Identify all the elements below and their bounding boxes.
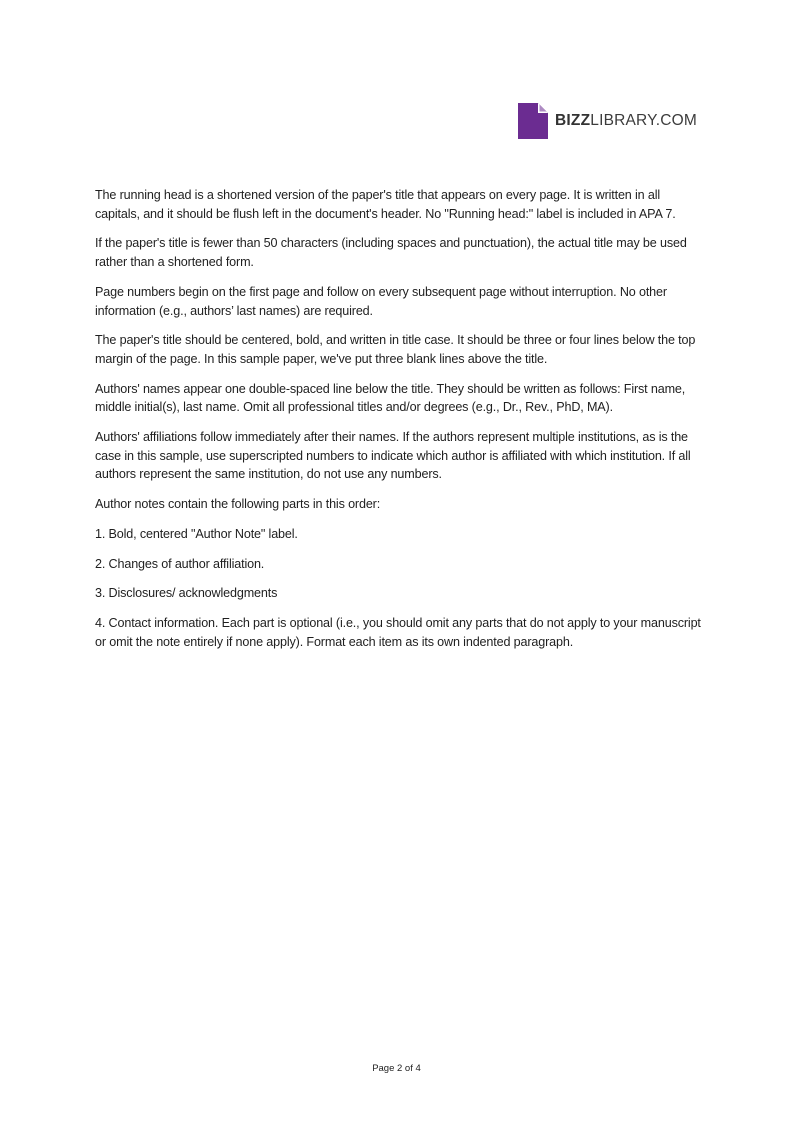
- paragraph-title-format: The paper's title should be centered, bold, and written in title case. It should be three or four lines below the top margin of the page. In this sample paper, we've put three blank lines above the title.: [95, 333, 696, 366]
- document-body: [95, 186, 705, 662]
- paragraph-page-numbers: Page numbers begin on the first page and follow on every subsequent page without interruption. No other information (e.g., authors’ last names) are required.: [95, 284, 667, 318]
- paragraph-author-names: Authors' names appear one double-spaced line below the title. They should be written as follows: First name, middle initial(s), last name. Omit all professional titles and/or degrees (e.g., Dr., Rev., PhD, MA).: [95, 381, 686, 415]
- list-item: 1. Bold, centered "Author Note" label.: [95, 526, 298, 541]
- list-item: 4. Contact information. Each part is optional (i.e., you should omit any parts that do not apply to your manuscript or omit the note entirely if none apply). Format each item as its own indented paragraph.: [95, 615, 701, 649]
- brand-name: [555, 113, 697, 129]
- brand-logo: [518, 103, 697, 139]
- brand-name-bold: BIZZ: [555, 112, 591, 130]
- paragraph-running-head: The running head is a shortened version of the paper's title that appears on every page. It is written in all capitals, and it should be flush left in the document's header. No "Running head:" label is included in APA 7.: [95, 188, 676, 221]
- paragraph-title-length: If the paper's title is fewer than 50 characters (including spaces and punctuation), the actual title may be used rather than a shortened form.: [95, 236, 687, 270]
- list-item: 3. Disclosures/ acknowledgments: [95, 586, 278, 601]
- brand-name-rest: LIBRARY.COM: [590, 112, 697, 130]
- paragraph-affiliations: Authors' affiliations follow immediately after their names. If the authors represent multiple institutions, as is the case in this sample, use superscripted numbers to indicate which author is affiliated with which institution. If all authors represent the same institution, do not use any numbers.: [95, 430, 691, 482]
- page-number: Page 2 of 4: [372, 1063, 421, 1074]
- paragraph-author-notes: Author notes contain the following parts in this order:: [95, 497, 381, 512]
- list-item: 2. Changes of author affiliation.: [95, 556, 265, 571]
- document-icon: [518, 103, 548, 139]
